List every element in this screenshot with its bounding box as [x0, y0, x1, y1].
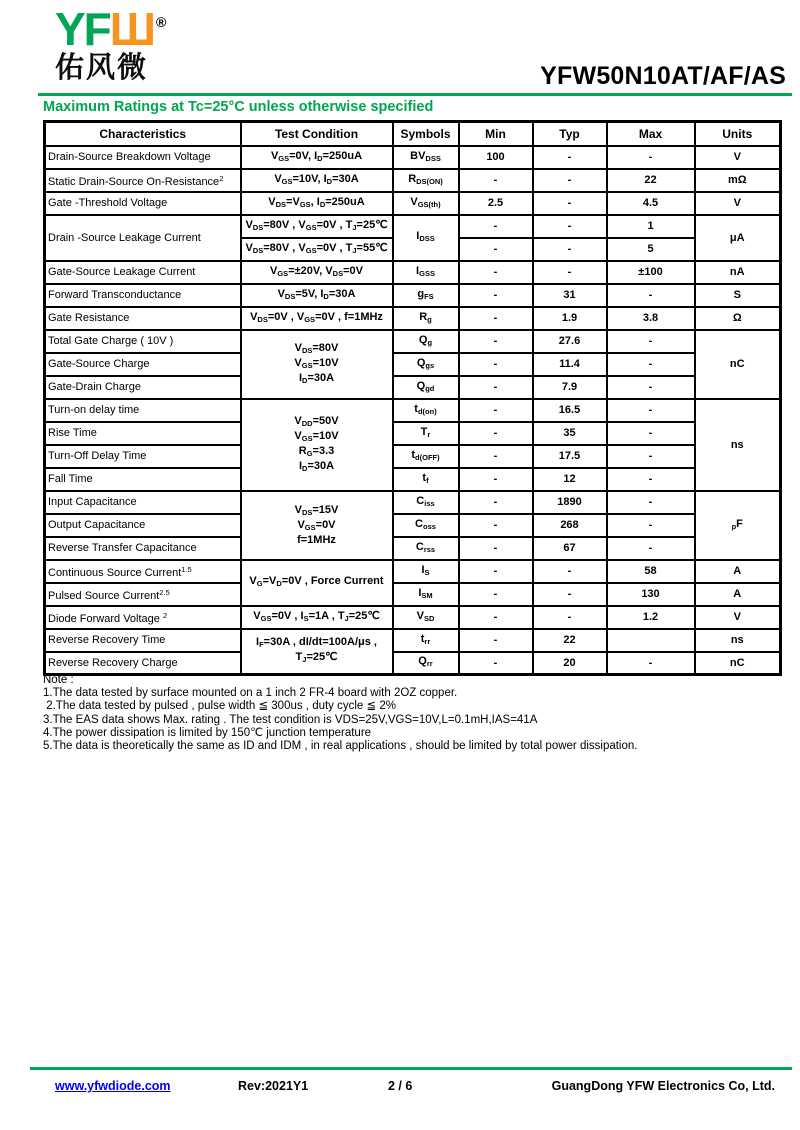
cell-min: - [459, 422, 533, 445]
page-footer [0, 1079, 800, 1099]
cell-test-condition: $V_{DS}=5V$, $I_D=30A$ [241, 284, 393, 307]
logo-chinese-name: 佑风微 [55, 52, 149, 84]
cell-typ: 16.5 [533, 399, 607, 422]
cell-min: - [459, 606, 533, 629]
cell-max: 1 [607, 215, 695, 238]
ratings-table [43, 120, 782, 676]
cell-typ: 11.4 [533, 353, 607, 376]
cell-symbol: $t_f$ [393, 468, 459, 491]
cell-typ: - [533, 583, 607, 606]
cell-units: A [695, 560, 781, 583]
cell-symbol: $g_{FS}$ [393, 284, 459, 307]
column-header: Units [695, 122, 781, 146]
table-row [45, 307, 781, 330]
cell-max: - [607, 146, 695, 169]
column-header: Symbols [393, 122, 459, 146]
note-item: 5.The data is theoretically the same as ID and IDM , in real applications , should be limited by total power dissipation. [43, 740, 638, 753]
table-row [45, 652, 781, 675]
table-row [45, 468, 781, 491]
cell-min: - [459, 261, 533, 284]
cell-units: nA [695, 261, 781, 284]
cell-min: - [459, 468, 533, 491]
cell-min: - [459, 376, 533, 399]
cell-max: - [607, 353, 695, 376]
table-row [45, 192, 781, 215]
table-row [45, 422, 781, 445]
cell-units: V [695, 146, 781, 169]
cell-max: - [607, 445, 695, 468]
cell-typ: - [533, 192, 607, 215]
cell-max: 3.8 [607, 307, 695, 330]
cell-characteristic: Input Capacitance [45, 491, 241, 514]
cell-units: S [695, 284, 781, 307]
cell-min: - [459, 514, 533, 537]
registered-trademark-icon: ® [156, 14, 167, 30]
cell-characteristic: Gate -Threshold Voltage [45, 192, 241, 215]
table-row [45, 169, 781, 192]
cell-symbol: $t_{d(on)}$ [393, 399, 459, 422]
cell-typ: 268 [533, 514, 607, 537]
cell-min: - [459, 169, 533, 192]
cell-test-condition: $V_{DS}=0V$ , $V_{GS}=0V$ , f=1MHz [241, 307, 393, 330]
cell-max [607, 629, 695, 652]
cell-symbol: $Q_{gd}$ [393, 376, 459, 399]
cell-test-condition: $V_{GS}=0V$ , $I_S=1A$ , $T_J=25℃$ [241, 606, 393, 629]
cell-symbol: $C_{iss}$ [393, 491, 459, 514]
table-row [45, 215, 781, 238]
logo-text-green: YF [55, 3, 110, 55]
cell-max: 130 [607, 583, 695, 606]
cell-units: μA [695, 215, 781, 261]
table-body [45, 146, 781, 675]
cell-units: V [695, 192, 781, 215]
table-row [45, 376, 781, 399]
table-row [45, 606, 781, 629]
cell-units: ns [695, 399, 781, 491]
table-row [45, 284, 781, 307]
cell-characteristic: Drain -Source Leakage Current [45, 215, 241, 261]
cell-characteristic: Drain-Source Breakdown Voltage [45, 146, 241, 169]
cell-min: - [459, 353, 533, 376]
cell-characteristic: Static Drain-Source On-Resistance$^2$ [45, 169, 241, 192]
company-name: GuangDong YFW Electronics Co, Ltd. [551, 1079, 775, 1093]
cell-min: - [459, 652, 533, 675]
cell-units: V [695, 606, 781, 629]
cell-min: - [459, 583, 533, 606]
cell-test-condition: $V_{GS}=0V$, $I_D=250uA$ [241, 146, 393, 169]
cell-symbol: $Q_g$ [393, 330, 459, 353]
cell-symbol: $C_{oss}$ [393, 514, 459, 537]
cell-test-condition: $V_{GS}=10V$, $I_D=30A$ [241, 169, 393, 192]
note-item: 2.The data tested by pulsed , pulse width ≦ 300us , duty cycle ≦ 2% [43, 700, 396, 713]
cell-min: 100 [459, 146, 533, 169]
cell-max: ±100 [607, 261, 695, 284]
table-row [45, 560, 781, 583]
cell-test-condition: $V_{DS}=80V$ , $V_{GS}=0V$ , $T_J=55℃$ [241, 238, 393, 261]
cell-symbol: $Q_{gs}$ [393, 353, 459, 376]
cell-typ: 1.9 [533, 307, 607, 330]
cell-symbol: $T_r$ [393, 422, 459, 445]
note-item: 4.The power dissipation is limited by 150℃ junction temperature [43, 726, 372, 739]
cell-test-condition: $V_{DD}=50V$ $V_{GS}=10V$ $R_G=3.3$ $I_D=30A$ [241, 399, 393, 491]
table-row [45, 491, 781, 514]
cell-symbol: $BV_{DSS}$ [393, 146, 459, 169]
cell-min: - [459, 215, 533, 238]
cell-test-condition: $V_{DS}=15V$ $V_{GS}=0V$ f=1MHz [241, 491, 393, 560]
footer-divider [30, 1067, 792, 1070]
cell-min: - [459, 307, 533, 330]
note-item: 1.The data tested by surface mounted on a 1 inch 2 FR-4 board with 2OZ copper. [43, 687, 458, 700]
cell-symbol: $I_{SM}$ [393, 583, 459, 606]
cell-units: mΩ [695, 169, 781, 192]
cell-units: nC [695, 330, 781, 399]
notes-list [43, 687, 637, 753]
notes-label: Note : [43, 674, 74, 686]
cell-characteristic: Gate Resistance [45, 307, 241, 330]
cell-characteristic: Output Capacitance [45, 514, 241, 537]
table-row [45, 399, 781, 422]
notes-section [43, 674, 637, 753]
cell-characteristic: Diode Forward Voltage $^2$ [45, 606, 241, 629]
cell-characteristic: Reverse Recovery Time [45, 629, 241, 652]
cell-typ: 20 [533, 652, 607, 675]
cell-characteristic: Reverse Recovery Charge [45, 652, 241, 675]
cell-typ: - [533, 146, 607, 169]
cell-units: $_p$F [695, 491, 781, 560]
cell-typ: 35 [533, 422, 607, 445]
cell-typ: - [533, 606, 607, 629]
cell-symbol: $R_g$ [393, 307, 459, 330]
cell-characteristic: Gate-Source Leakage Current [45, 261, 241, 284]
cell-typ: 31 [533, 284, 607, 307]
cell-typ: - [533, 560, 607, 583]
cell-max: - [607, 422, 695, 445]
cell-typ: - [533, 238, 607, 261]
cell-max: - [607, 376, 695, 399]
cell-min: - [459, 399, 533, 422]
table-row [45, 629, 781, 652]
table-row [45, 583, 781, 606]
table-row [45, 146, 781, 169]
cell-typ: 17.5 [533, 445, 607, 468]
cell-characteristic: Pulsed Source Current$^{2.5}$ [45, 583, 241, 606]
page-number: 2 / 6 [388, 1079, 413, 1093]
cell-max: - [607, 652, 695, 675]
cell-typ: 7.9 [533, 376, 607, 399]
table-row [45, 353, 781, 376]
cell-min: - [459, 491, 533, 514]
cell-max: 58 [607, 560, 695, 583]
cell-max: 5 [607, 238, 695, 261]
cell-typ: 1890 [533, 491, 607, 514]
cell-units: nC [695, 652, 781, 675]
cell-max: - [607, 514, 695, 537]
cell-min: - [459, 537, 533, 560]
column-header: Min [459, 122, 533, 146]
table-row [45, 514, 781, 537]
cell-max: - [607, 537, 695, 560]
cell-symbol: $t_{d(OFF)}$ [393, 445, 459, 468]
table-row [45, 330, 781, 353]
cell-max: 4.5 [607, 192, 695, 215]
cell-units: A [695, 583, 781, 606]
cell-symbol: $C_{rss}$ [393, 537, 459, 560]
cell-min: - [459, 330, 533, 353]
cell-max: - [607, 284, 695, 307]
section-title: Maximum Ratings at Tc=25°C unless otherwise specified [43, 99, 434, 115]
cell-characteristic: Continuous Source Current$^{1.5}$ [45, 560, 241, 583]
cell-characteristic: Gate-Drain Charge [45, 376, 241, 399]
cell-min: 2.5 [459, 192, 533, 215]
cell-typ: - [533, 169, 607, 192]
cell-min: - [459, 238, 533, 261]
revision-label: Rev:2021Y1 [238, 1079, 309, 1093]
cell-typ: 27.6 [533, 330, 607, 353]
cell-units: Ω [695, 307, 781, 330]
cell-max: 22 [607, 169, 695, 192]
cell-symbol: $Q_{rr}$ [393, 652, 459, 675]
header-divider [38, 93, 792, 96]
column-header: Test Condition [241, 122, 393, 146]
column-header: Typ [533, 122, 607, 146]
table-row [45, 261, 781, 284]
company-logo [55, 3, 167, 84]
cell-characteristic: Forward Transconductance [45, 284, 241, 307]
cell-typ: 67 [533, 537, 607, 560]
cell-test-condition: $V_{GS}=\pm 20V$, $V_{DS}=0V$ [241, 261, 393, 284]
cell-units: ns [695, 629, 781, 652]
cell-characteristic: Gate-Source Charge [45, 353, 241, 376]
cell-min: - [459, 445, 533, 468]
cell-typ: 12 [533, 468, 607, 491]
table-row [45, 445, 781, 468]
cell-symbol: $V_{GS(th)}$ [393, 192, 459, 215]
website-link[interactable]: www.yfwdiode.com [55, 1079, 171, 1093]
note-item: 3.The EAS data shows Max. rating . The test condition is VDS=25V,VGS=10V,L=0.1mH,IAS=41A [43, 713, 538, 726]
cell-max: - [607, 330, 695, 353]
cell-characteristic: Turn-Off Delay Time [45, 445, 241, 468]
cell-min: - [459, 629, 533, 652]
cell-symbol: $I_S$ [393, 560, 459, 583]
cell-symbol: $I_{DSS}$ [393, 215, 459, 261]
cell-min: - [459, 560, 533, 583]
cell-symbol: $V_{SD}$ [393, 606, 459, 629]
logo-wordmark [55, 3, 167, 55]
table-row [45, 537, 781, 560]
cell-test-condition: $V_{DS}=80V$ , $V_{GS}=0V$ , $T_J=25℃$ [241, 215, 393, 238]
logo-text-orange: Ш [109, 3, 155, 55]
cell-min: - [459, 284, 533, 307]
column-header: Max [607, 122, 695, 146]
cell-symbol: $R_{DS(ON)}$ [393, 169, 459, 192]
cell-test-condition: $V_{DS}=80V$ $V_{GS}=10V$ $I_D=30A$ [241, 330, 393, 399]
cell-characteristic: Fall Time [45, 468, 241, 491]
cell-typ: 22 [533, 629, 607, 652]
cell-max: - [607, 491, 695, 514]
cell-test-condition: $I_F=30A$ , dI/dt=100A/μs , $T_J=25℃$ [241, 629, 393, 675]
table-header-row [45, 122, 781, 146]
cell-characteristic: Turn-on delay time [45, 399, 241, 422]
cell-characteristic: Rise Time [45, 422, 241, 445]
cell-typ: - [533, 215, 607, 238]
cell-typ: - [533, 261, 607, 284]
cell-max: - [607, 399, 695, 422]
column-header: Characteristics [45, 122, 241, 146]
cell-symbol: $I_{GSS}$ [393, 261, 459, 284]
cell-characteristic: Total Gate Charge ( 10V ) [45, 330, 241, 353]
cell-test-condition: $V_G=V_D=0V$ , Force Current [241, 560, 393, 606]
cell-max: - [607, 468, 695, 491]
part-number-title: YFW50N10AT/AF/AS [540, 62, 786, 90]
cell-max: 1.2 [607, 606, 695, 629]
cell-symbol: $t_{rr}$ [393, 629, 459, 652]
cell-characteristic: Reverse Transfer Capacitance [45, 537, 241, 560]
cell-test-condition: $V_{DS}=V_{GS}$, $I_D=250uA$ [241, 192, 393, 215]
